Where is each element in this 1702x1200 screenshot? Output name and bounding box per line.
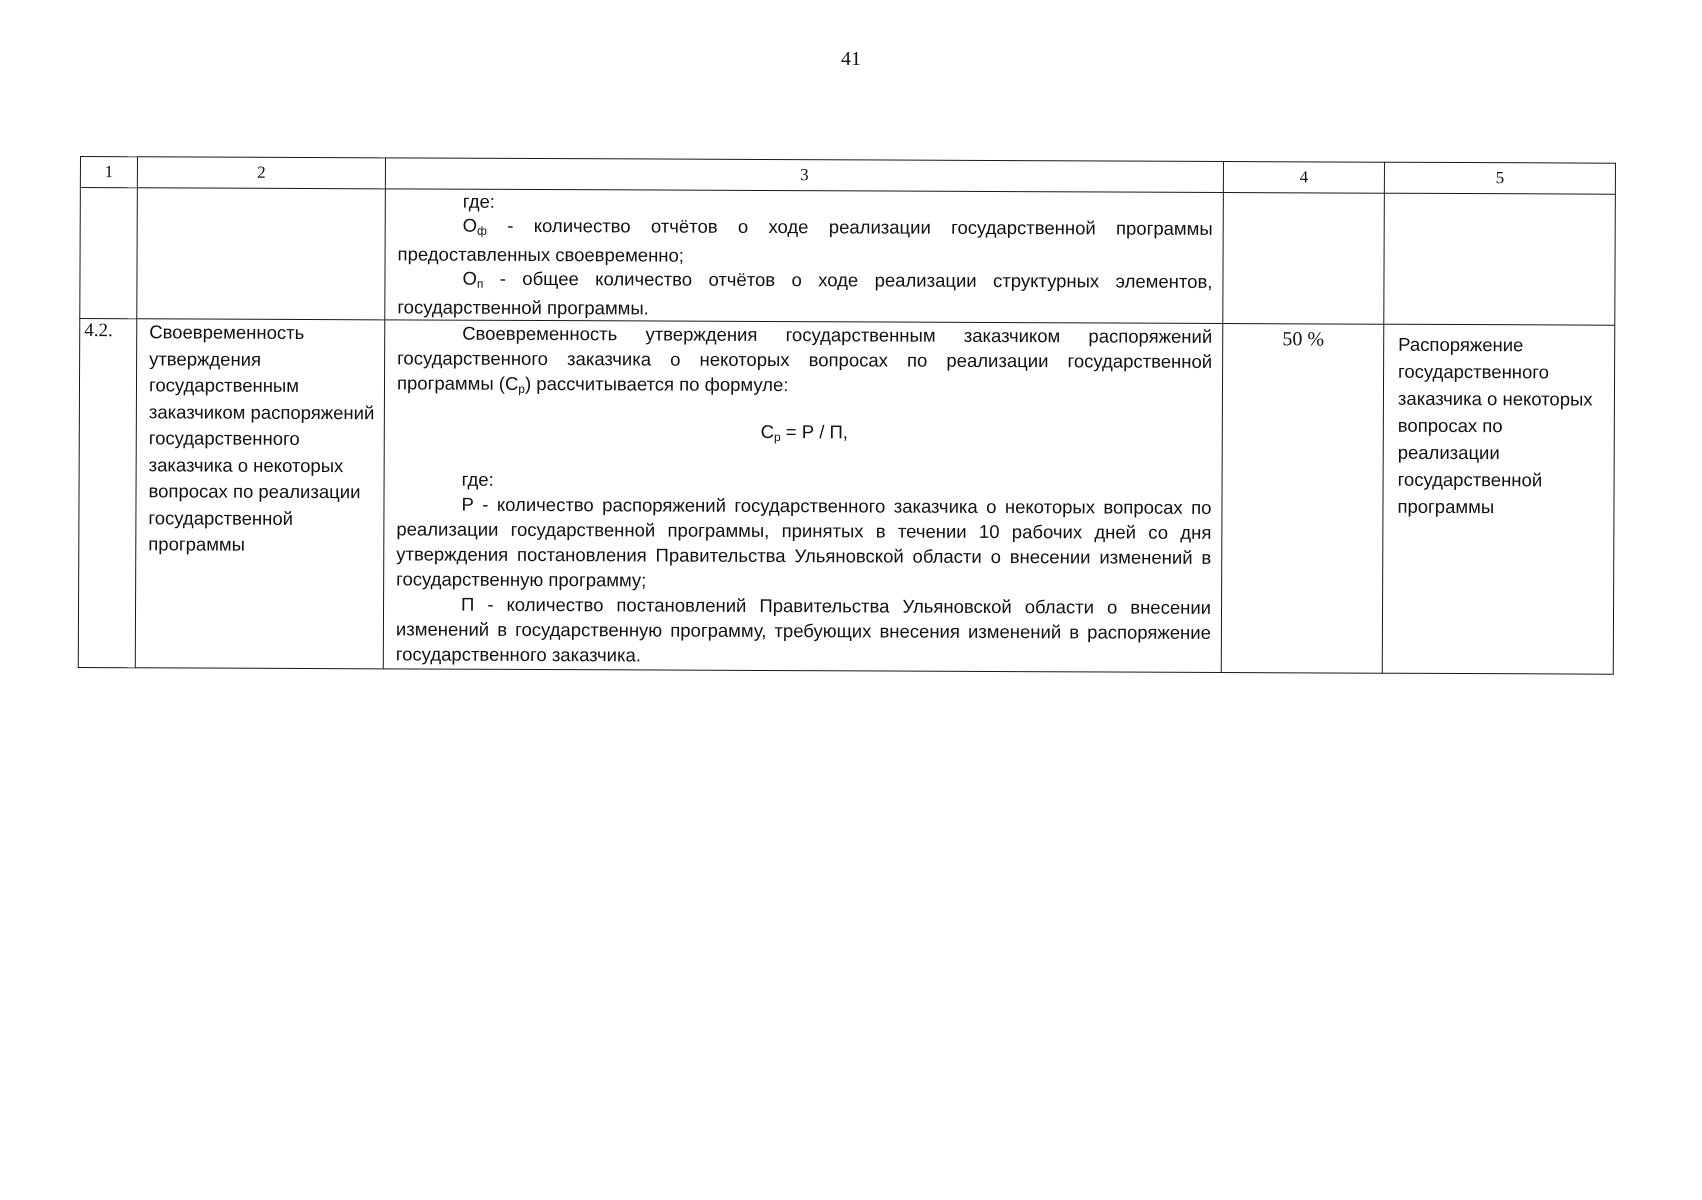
page-number: 41 — [841, 48, 861, 70]
header-col-5: 5 — [1384, 162, 1615, 194]
continuation-description-cell — [385, 189, 1224, 324]
header-col-4: 4 — [1223, 161, 1384, 193]
continuation-weight-cell — [1223, 192, 1385, 324]
continuation-source-cell — [1384, 193, 1616, 325]
table-row-continuation — [80, 188, 1616, 326]
formula-intro: Своевременность утверждения государственным заказчиком распоряжений государственного заказчика о некоторых вопросах по реализации государственной программы $(С_р)$ рассчитывается по формуле: — [396, 322, 1213, 396]
indicator-source: Распоряжение государственного заказчика о некоторых вопросах по реализации государственной программы — [1382, 324, 1615, 674]
table-row-4-2 — [78, 319, 1615, 675]
header-col-1: 1 — [80, 157, 137, 188]
continuation-name-cell — [137, 188, 386, 320]
header-col-3: 3 — [385, 158, 1223, 193]
p-definition: Р - количество распоряжений государственного заказчика о некоторых вопросах по реализации государственной программы, принятых в течении 10 рабочих дней со дня утверждения постановления Правительства Ульяновской области о внесении изменений в государственную программу; — [396, 493, 1212, 591]
of-definition: $О_ф$ - количество отчётов о ходе реализации государственной программы предоставленных своевременно; — [397, 214, 1213, 266]
op-definition: $О_п$ - общее количество отчётов о ходе реализации структурных элементов, государственной программы. — [397, 267, 1213, 319]
indicators-table — [78, 156, 1616, 675]
where-label: где: — [461, 468, 494, 490]
continuation-number-cell — [80, 188, 138, 319]
indicator-name: Своевременность утверждения государственным заказчиком распоряжений государственного заказчика о некоторых вопросах по реализации государственной программы — [135, 319, 385, 669]
indicator-description — [383, 320, 1223, 673]
indicator-weight: 50 % — [1221, 323, 1384, 673]
where-label: где: — [462, 190, 495, 212]
pi-definition: П - количество постановлений Правительства Ульяновской области о внесении изменений в государственную программу, требующих внесения изменений в распоряжение государственного заказчика. — [395, 593, 1212, 666]
header-col-2: 2 — [137, 157, 385, 189]
row-number: 4.2. — [78, 319, 137, 668]
formula: $С_р = Р / П$, — [760, 420, 849, 445]
